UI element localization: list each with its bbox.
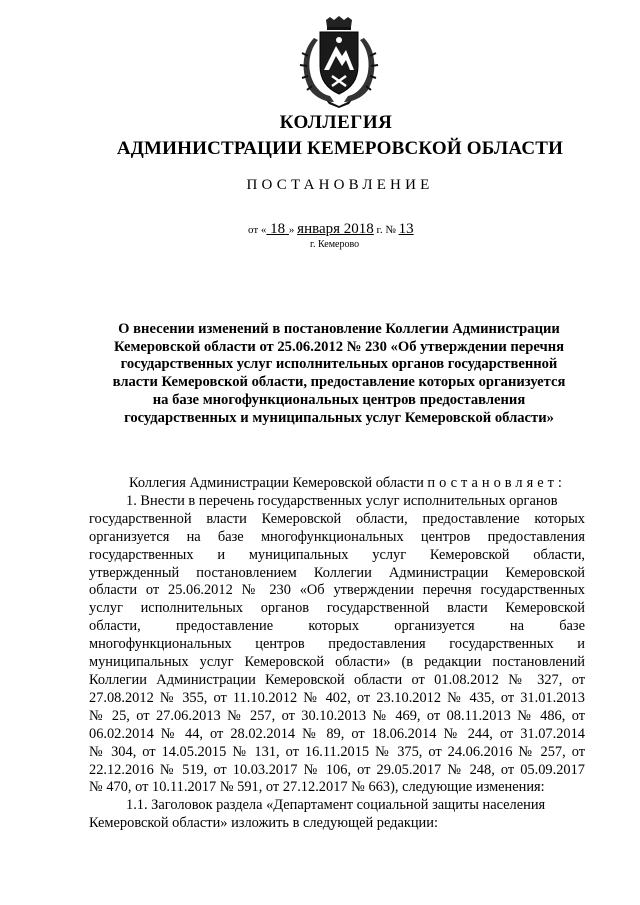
city: г. Кемерово	[310, 239, 360, 250]
date-sep: »	[288, 224, 295, 236]
paragraph1-line: муниципальных услуг Кемеровской области» (в редакции постановлений	[89, 654, 585, 671]
paragraph1-line: организуется на базе многофункциональных центров предоставления	[89, 528, 585, 545]
date-line	[248, 221, 414, 238]
paragraph1-line: 06.02.2014 № 44, от 28.02.2014 № 89, от 18.06.2014 № 244, от 31.07.2014	[89, 725, 585, 742]
document-heading	[100, 321, 578, 427]
paragraph1-line: государственных и муниципальных услуг Кемеровской области,	[89, 546, 585, 563]
paragraph1-line: 27.08.2012 № 355, от 11.10.2012 № 402, от 23.10.2012 № 435, от 31.01.2013	[89, 689, 585, 706]
paragraph1-line: Коллегии Администрации Кемеровской области от 01.08.2012 № 327, от	[89, 671, 585, 688]
date-month-year: января 2018	[297, 221, 374, 237]
paragraph1-line: № 304, от 14.05.2015 № 131, от 16.11.2015 № 375, от 24.06.2016 № 257, от	[89, 743, 585, 760]
number-sign: №	[385, 224, 396, 236]
paragraph1-line: утвержденный постановлением Коллегии Администрации Кемеровской	[89, 564, 585, 581]
heading-line: государственных и муниципальных услуг Кемеровской области»	[124, 409, 554, 426]
paragraph1-line: № 470, от 10.11.2017 № 591, от 27.12.2017 № 663), следующие изменения:	[89, 779, 545, 796]
paragraph2-line: Кемеровской области» изложить в следующей редакции:	[89, 815, 438, 832]
date-day: 18	[270, 221, 286, 237]
intro-line	[89, 475, 585, 493]
heading-line: на базе многофункциональных центров предоставления	[152, 391, 526, 408]
date-year-suffix: г.	[376, 224, 383, 236]
paragraph1-line: многофункциональных центров предоставления государственных и	[89, 636, 585, 653]
heading-line: власти Кемеровской области, предоставление которых организуется	[112, 374, 566, 391]
document-number: 13	[398, 221, 414, 237]
document-type: ПОСТАНОВЛЕНИЕ	[246, 177, 434, 193]
paragraph1-line: 1. Внести в перечень государственных услуг исполнительных органов	[126, 492, 558, 509]
paragraph1-line: услуг исполнительных органов государственной власти Кемеровской	[89, 600, 585, 617]
intro-text: Коллегия Администрации Кемеровской области	[129, 475, 424, 491]
heading-line: О внесении изменений в постановление Коллегии Администрации	[118, 321, 560, 337]
paragraph1-line: государственной власти Кемеровской области, предоставление которых	[89, 510, 585, 527]
paragraph1-line: № 25, от 27.06.2013 № 257, от 30.10.2013 № 469, от 08.11.2013 № 486, от	[89, 707, 585, 724]
intro-decree-word: постановляет:	[427, 475, 566, 491]
header-administration: АДМИНИСТРАЦИИ КЕМЕРОВСКОЙ ОБЛАСТИ	[116, 138, 564, 159]
paragraph1-line: 22.12.2016 № 519, от 10.03.2017 № 106, от 29.05.2017 № 248, от 05.09.2017	[89, 761, 585, 778]
paragraph1-line: области от 25.06.2012 № 230 «Об утверждении перечня государственных	[89, 582, 585, 599]
paragraph2-line: 1.1. Заголовок раздела «Департамент социальной защиты населения	[126, 797, 546, 814]
document-body	[89, 475, 585, 833]
heading-line: Кемеровской области от 25.06.2012 № 230 «Об утверждении перечня	[113, 338, 565, 355]
coat-of-arms-emblem	[296, 16, 382, 108]
header-collegium: КОЛЛЕГИЯ	[279, 112, 393, 133]
date-prefix: от «	[248, 224, 267, 236]
heading-line: государственных услуг исполнительных органов государственной	[120, 356, 558, 373]
paragraph1-line: области, предоставление которых организуется на базе	[89, 618, 585, 635]
